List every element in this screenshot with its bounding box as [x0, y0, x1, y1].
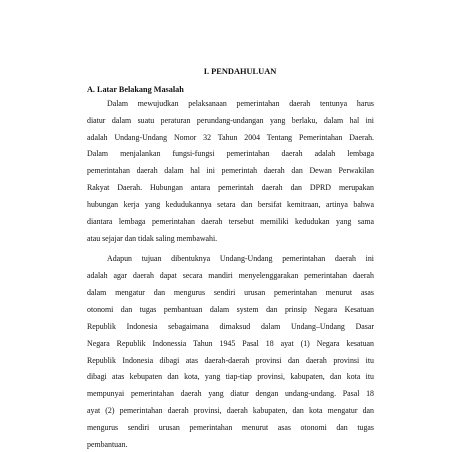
paragraph-line: Dalam menjalankan fungsi-fungsi pemerintahan daerah adalah lembaga [87, 149, 374, 158]
paragraph-line: ayat (2) pemerintahan daerah provinsi, daerah kabupaten, dan kota mengatur dan [87, 406, 374, 415]
paragraph-line: hubungan kerja yang kedudukannya setara dan bersifat kemitraan, artinya bahwa [87, 200, 374, 209]
paragraph-line: adalah Undang-Undang Nomor 32 Tahun 2004 Tentang Pemerintahan Daerah. [87, 133, 374, 142]
paragraph-line: adalah agar daerah dapat secara mandiri menyelenggarakan pemerintahan daerah [87, 271, 374, 280]
paragraph-line: dibagi atas kebupaten dan kota, yang tiap-tiap provinsi, kabupaten, dan kota itu [87, 372, 374, 381]
paragraph-line: dalam mengatur dan mengurus sendiri urusan pemerintahan menurut asas [87, 288, 374, 297]
paragraph-line: mempunyai pemerintahan daerah yang diatur dengan undang-undang. Pasal 18 [87, 389, 374, 398]
paragraph-line: Adapun tujuan dibentuknya Undang-Undang pemerintahan daerah ini [107, 254, 374, 263]
paragraph-line: Republik Indonesia sebagaimana dimaksud dalam Undang–Undang Dasar [87, 322, 374, 331]
paragraph-line: Rakyat Daerah. Hubungan antara pemerintah daerah dan DPRD merupakan [87, 183, 374, 192]
paragraph-line: mengurus sendiri urusan pemerintahan menurut asas otonomi dan tugas [87, 423, 374, 432]
chapter-title: I. PENDAHULUAN [203, 67, 277, 76]
paragraph-line: atau sejajar dan tidak saling membawahi. [87, 234, 218, 243]
section-heading: A. Latar Belakang Masalah [87, 85, 184, 94]
paragraph-line: pembantuan. [87, 440, 128, 449]
paragraph-line: diatur dalam suatu peraturan perundang-undangan yang berlaku, dalam hal ini [87, 116, 374, 125]
paragraph-line: Dalam mewujudkan pelaksanaan pemerintahan daerah tentunya harus [107, 99, 374, 108]
paragraph-line: Negara Republik Indonessia Tahun 1945 Pasal 18 ayat (1) Negara kesatuan [87, 339, 374, 348]
paragraph-line: diantara lembaga pemerintahan daerah tersebut memiliki kedudukan yang sama [87, 217, 374, 226]
paragraph-line: pemerintahan daerah dalam hal ini pemerintah daerah dan Dewan Perwakilan [87, 166, 374, 175]
paragraph-line: otonomi dan tugas pembantuan dalam system dan prinsip Negara Kesatuan [87, 305, 374, 314]
paragraph-line: Republik Indonesia dibagi atas daerah-daerah provinsi dan daerah provinsi itu [87, 356, 374, 365]
